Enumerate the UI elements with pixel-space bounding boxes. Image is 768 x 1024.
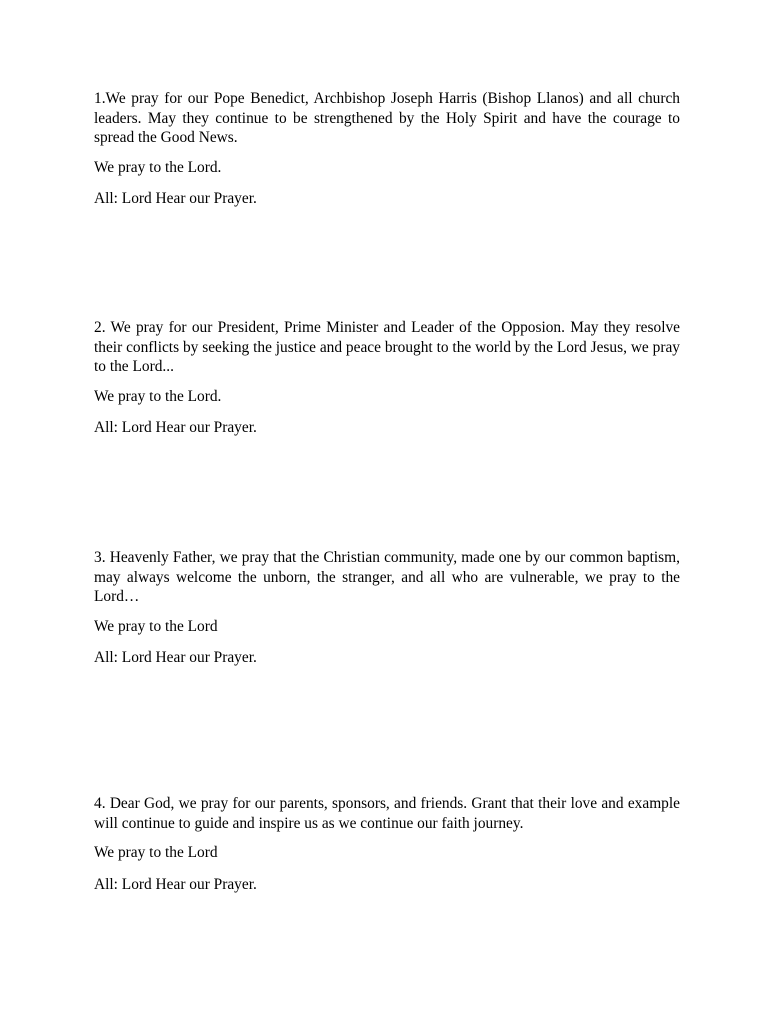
intention-text: 1.We pray for our Pope Benedict, Archbishop Joseph Harris (Bishop Llanos) and all church leaders. May they continue to be strengthened by the Holy Spirit and have the courage to spread the Good News. xyxy=(94,90,680,147)
intention-text: 3. Heavenly Father, we pray that the Christian community, made one by our common baptism, may always welcome the unborn, the stranger, and all who are vulnerable, we pray to the Lord… xyxy=(94,549,680,606)
intention-text: 4. Dear God, we pray for our parents, sponsors, and friends. Grant that their love and example will continue to guide and inspire us as we continue our faith journey. xyxy=(94,795,680,832)
prayer-intention-1 xyxy=(94,89,680,209)
all-response: All: Lord Hear our Prayer. xyxy=(94,190,257,208)
leader-response: We pray to the Lord. xyxy=(94,158,222,176)
leader-response: We pray to the Lord xyxy=(94,617,218,635)
prayer-intention-2 xyxy=(94,318,680,438)
leader-response: We pray to the Lord xyxy=(94,844,218,862)
intention-text: 2. We pray for our President, Prime Minister and Leader of the Opposion. May they resolve their conflicts by seeking the justice and peace brought to the world by the Lord Jesus, we pray to the Lord... xyxy=(94,319,680,376)
prayer-intention-4 xyxy=(94,794,680,894)
all-response: All: Lord Hear our Prayer. xyxy=(94,875,257,893)
all-response: All: Lord Hear our Prayer. xyxy=(94,649,257,667)
all-response: All: Lord Hear our Prayer. xyxy=(94,419,257,437)
leader-response: We pray to the Lord. xyxy=(94,387,222,405)
prayer-intention-3 xyxy=(94,548,680,668)
